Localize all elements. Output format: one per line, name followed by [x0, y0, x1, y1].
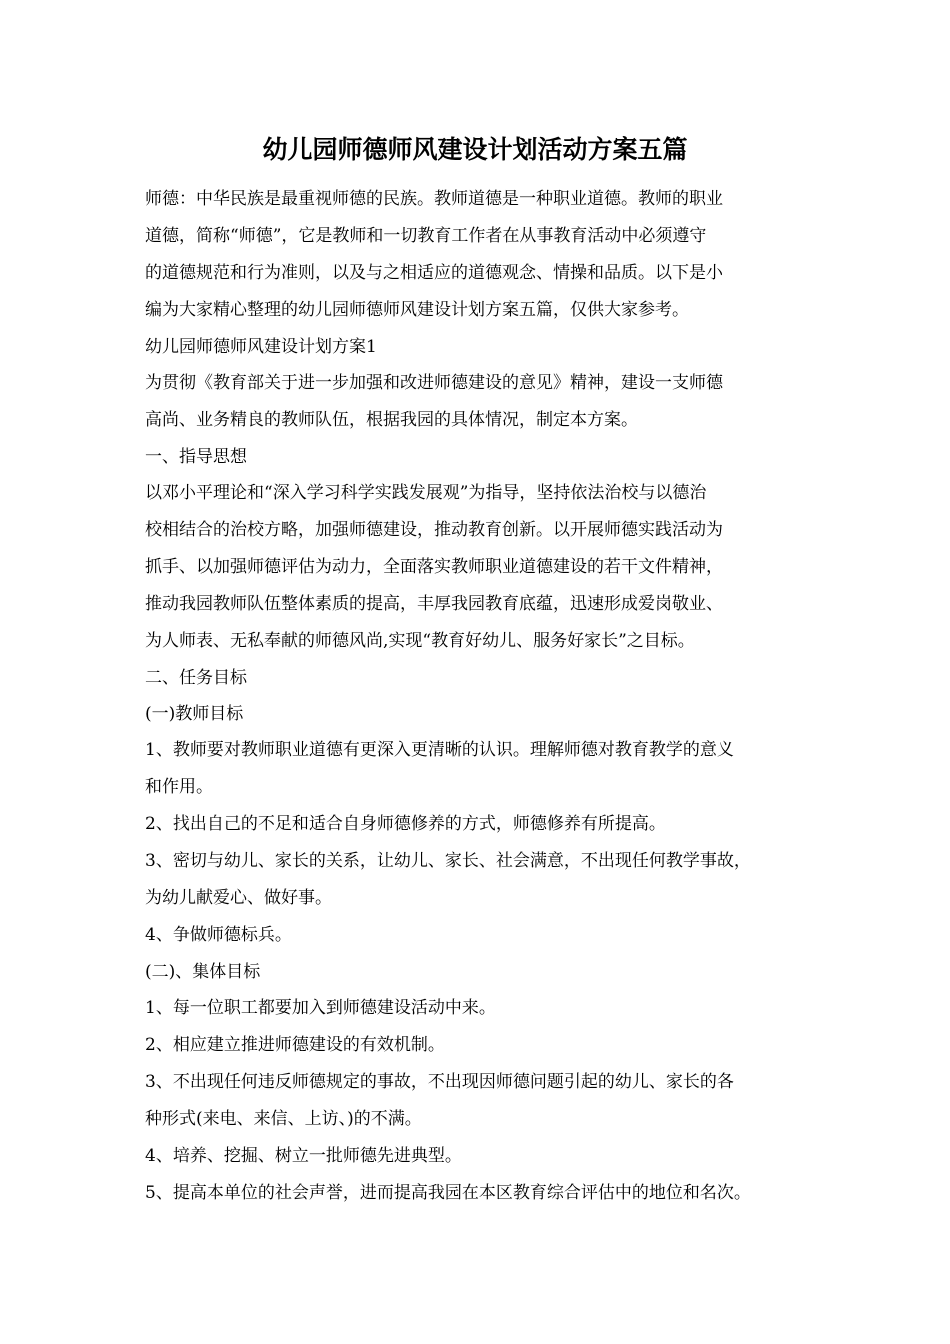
plan1-intro-paragraph — [145, 365, 825, 439]
sub1-item-line: 3、密切与幼儿、家长的关系，让幼儿、家长、社会满意，不出现任何教学事故， — [145, 851, 751, 871]
section1-heading: 一、指导思想 — [145, 447, 247, 467]
intro-line: 道德，简称“师德”，它是教师和一切教育工作者在从事教育活动中必须遵守 — [145, 226, 707, 246]
sub1-item — [145, 917, 825, 954]
section2-heading: 二、任务目标 — [145, 668, 247, 688]
sub2-item — [145, 990, 825, 1027]
section1-line: 以邓小平理论和“深入学习科学实践发展观”为指导，坚持依法治校与以德治 — [145, 483, 707, 503]
sub1-heading: (一)教师目标 — [145, 704, 244, 724]
intro-line: 编为大家精心整理的幼儿园师德师风建设计划方案五篇，仅供大家参考。 — [145, 300, 689, 320]
sub1-item-line: 和作用。 — [145, 777, 213, 797]
sub2-item-line: 4、培养、挖掘、树立一批师德先进典型。 — [145, 1146, 462, 1166]
plan1-heading: 幼儿园师德师风建设计划方案1 — [145, 337, 377, 357]
section1-paragraph — [145, 475, 825, 660]
plan1-intro-line: 高尚、业务精良的教师队伍，根据我园的具体情况，制定本方案。 — [145, 410, 638, 430]
sub2-item-line: 3、不出现任何违反师德规定的事故，不出现因师德问题引起的幼儿、家长的各 — [145, 1072, 734, 1092]
sub1-item-line: 1、教师要对教师职业道德有更深入更清晰的认识。理解师德对教育教学的意义 — [145, 740, 734, 760]
section1-line: 推动我园教师队伍整体素质的提高，丰厚我园教育底蕴，迅速形成爱岗敬业、 — [145, 594, 723, 614]
document-body — [145, 181, 825, 1212]
sub2-item — [145, 1138, 825, 1175]
sub2-item-line: 5、提高本单位的社会声誉，进而提高我园在本区教育综合评估中的地位和名次。 — [145, 1183, 751, 1203]
section1-line: 校相结合的治校方略，加强师德建设，推动教育创新。以开展师德实践活动为 — [145, 520, 723, 540]
plan1-intro-line: 为贯彻《教育部关于进一步加强和改进师德建设的意见》精神，建设一支师德 — [145, 373, 723, 393]
sub1-item-line: 2、找出自己的不足和适合自身师德修养的方式，师德修养有所提高。 — [145, 814, 666, 834]
section1-line: 为人师表、无私奉献的师德风尚,实现“教育好幼儿、服务好家长”之目标。 — [145, 631, 695, 651]
intro-line: 的道德规范和行为准则，以及与之相适应的道德观念、情操和品质。以下是小 — [145, 263, 723, 283]
sub2-item — [145, 1175, 825, 1212]
section1-line: 抓手、以加强师德评估为动力，全面落实教师职业道德建设的若干文件精神， — [145, 557, 723, 577]
sub2-heading: (二)、集体目标 — [145, 962, 261, 982]
document-title: 幼儿园师德师风建设计划活动方案五篇 — [262, 135, 688, 164]
sub1-item — [145, 732, 825, 806]
sub2-item-line: 种形式(来电、来信、上访、)的不满。 — [145, 1109, 422, 1129]
intro-line: 师德：中华民族是最重视师德的民族。教师道德是一种职业道德。教师的职业 — [145, 189, 723, 209]
sub1-item-line: 为幼儿献爱心、做好事。 — [145, 888, 332, 908]
sub1-item — [145, 806, 825, 843]
sub2-item — [145, 1027, 825, 1064]
sub1-item-line: 4、争做师德标兵。 — [145, 925, 292, 945]
intro-paragraph — [145, 181, 825, 329]
sub2-item-line: 1、每一位职工都要加入到师德建设活动中来。 — [145, 998, 496, 1018]
sub2-item-line: 2、相应建立推进师德建设的有效机制。 — [145, 1035, 445, 1055]
sub2-item — [145, 1064, 825, 1138]
sub1-item — [145, 843, 825, 917]
